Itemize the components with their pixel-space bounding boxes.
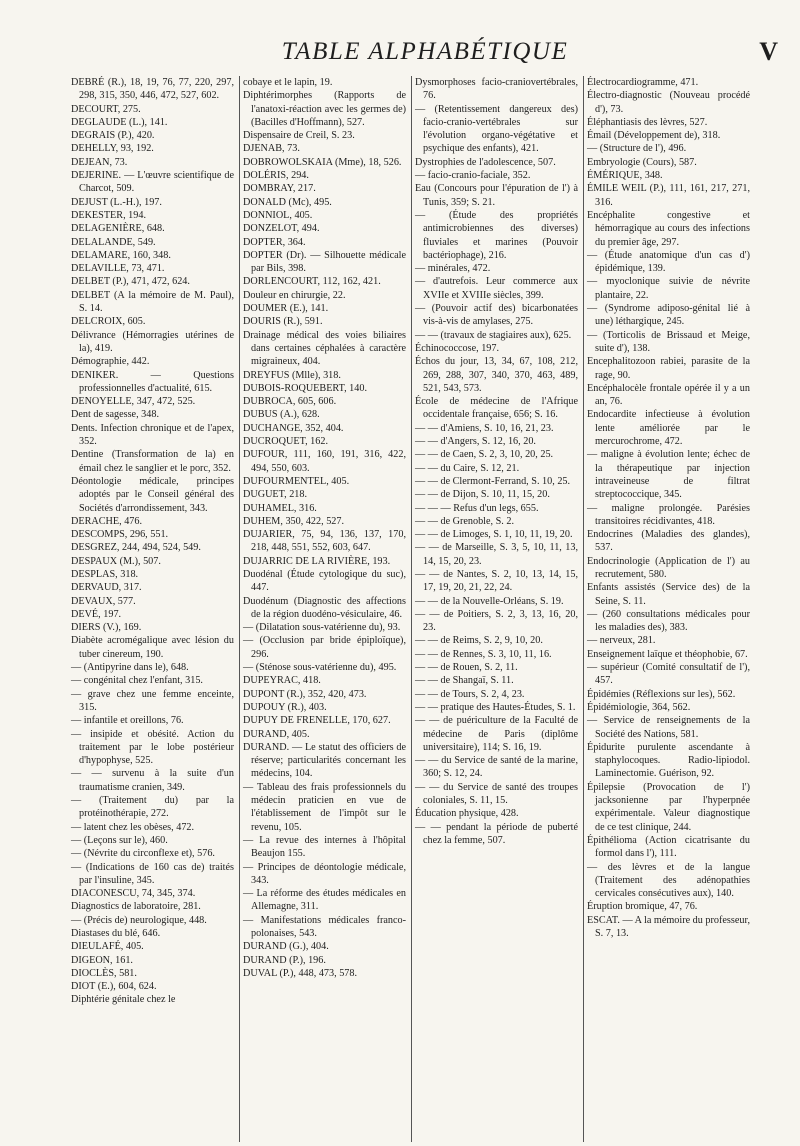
index-entry: Électro-diagnostic (Nouveau procédé d'), 73. [587,90,750,115]
index-entry: DUPONT (R.), 352, 420, 473. [243,688,367,700]
index-entry: ESCAT. — A la mémoire du professeur, S. 7, 13. [587,914,750,939]
index-entry: Échos du jour, 13, 34, 67, 108, 212, 269, 288, 307, 340, 370, 463, 489, 521, 543, 573. [415,356,578,394]
index-entry: Endocrinologie (Application de l') au recrutement, 580. [587,555,750,580]
page-number: V [759,37,778,66]
index-entry: DEBRÉ (R.), 18, 19, 76, 77, 220, 297, 298, 315, 350, 446, 472, 527, 602. [71,77,234,102]
index-entry: — — du Service de santé de la marine, 360; S. 12, 24. [415,755,578,780]
index-entry: Duodénum (Diagnostic des affections de la région duodéno-vésiculaire, 46. [243,595,406,620]
index-entry: DESGREZ, 244, 494, 524, 549. [71,542,201,554]
index-entry: — (Leçons sur le), 460. [71,834,168,846]
index-entry: Épilepsie (Provocation de l') jacksonienne par l'hyperpnée expérimentale. Valeur diagnostique de ce test clinique, 244. [587,781,750,833]
index-entry: — (Étude anatomique d'un cas d') épidémique, 139. [587,249,750,275]
index-entry: Électrocardiogramme, 471. [587,77,699,88]
index-entry: DERACHE, 476. [71,515,143,527]
index-entry: DREYFUS (Mlle), 318. [243,369,341,381]
index-entry: DUHEM, 350, 422, 527. [243,515,345,527]
index-entry: DONNIOL, 405. [243,209,313,221]
index-entry: — maligne prolongée. Parésies transitoires récidivantes, 418. [587,502,750,527]
index-entry: — — de Clermont-Ferrand, S. 10, 25. [415,475,571,487]
index-entry: DOBROWOLSKAIA (Mme), 18, 526. [243,156,402,168]
index-entry: DOPTER (Dr). — Silhouette médicale par Bils, 398. [243,249,406,275]
index-entry: DOPTER, 364. [243,236,306,248]
index-entry: — (Pouvoir actif des) bicarbonatées vis-à-vis de amylases, 275. [415,303,578,328]
index-entry: DENIKER. — Questions professionnelles d'actualité, 615. [71,369,234,394]
index-entry: DEJERINE. — L'œuvre scientifique de Charcot, 509. [71,170,234,195]
index-entry: Enfants assistés (Service des) de la Seine, S. 11. [587,582,750,607]
index-entry: — La réforme des études médicales en Allemagne, 311. [243,888,406,913]
index-entry: Douleur en chirurgie, 22. [243,289,346,301]
index-entry: — — (travaux de stagiaires aux), 625. [415,329,572,341]
index-entry: — — de Shangaï, S. 11. [415,675,514,687]
index-entry: Dystrophies de l'adolescence, 507. [415,156,556,168]
index-entry: — (260 consultations médicales pour les maladies des), 383. [587,608,750,634]
index-entry: DELBET (P.), 471, 472, 624. [71,276,190,288]
index-entry: DIERS (V.), 169. [71,622,142,634]
index-entry: DUHAMEL, 316. [243,502,317,514]
index-entry: — d'autrefois. Leur commerce aux XVIIe et XVIIIe siècles, 399. [415,276,578,301]
index-entry: DUCHANGE, 352, 404. [243,422,344,434]
index-entry: Endocardite infectieuse à évolution lente améliorée par le mercurochrome, 472. [587,409,750,448]
index-entry: DELAMARE, 160, 348. [71,249,171,261]
index-entry: — (Traitement du) par la protéinothérapie, 272. [71,795,234,820]
index-entry: — — de Reims, S. 2, 9, 10, 20. [415,635,543,647]
index-entry: Dents. Infection chronique et de l'apex, 352. [71,422,234,448]
index-entry: Encéphalite congestive et hémorragique au cours des infections du premier âge, 297. [587,209,750,248]
index-entry: DUGUET, 218. [243,489,308,501]
index-entry: — grave chez une femme enceinte, 315. [71,688,234,713]
index-entry: — — pratique des Hautes-Études, S. 1. [415,701,576,713]
index-columns [68,76,792,1142]
index-entry: — — de Grenoble, S. 2. [415,515,515,527]
index-entry: — (Torticolis de Brissaud et Meige, suite d'), 138. [587,329,750,354]
index-entry: — Service de renseignements de la Société des Nations, 581. [587,715,750,740]
index-entry: Épidémies (Réflexions sur les), 562. [587,688,736,700]
index-entry: Éléphantiasis des lèvres, 527. [587,116,708,128]
index-entry: — — du Service de santé des troupes coloniales, S. 11, 15. [415,781,578,807]
index-entry: — — pendant la période de puberté chez la femme, 507. [415,821,578,846]
index-entry: — — de puériculture de la Faculté de médecine de Paris (diplôme universitaire), 114; S. 16, 19. [415,715,578,753]
index-entry: — (Antipyrine dans le), 648. [71,662,189,674]
index-entry: DELALANDE, 549. [71,236,156,248]
index-entry: DUPEYRAC, 418. [243,675,321,687]
index-column-3 [411,76,583,1142]
index-entry: Endocrines (Maladies des glandes), 537. [587,529,750,554]
index-entry: DORLENCOURT, 112, 162, 421. [243,276,381,288]
index-entry: — — de Poitiers, S. 2, 3, 13, 16, 20, 23. [415,608,578,634]
index-entry: Diastases du blé, 646. [71,928,161,939]
index-entry: — (Étude des propriétés antimicrobiennes des diverses) fluviales et marines (Pouvoir bactériophage), 216. [415,209,578,261]
index-entry: DUJARRIC DE LA RIVIÈRE, 193. [243,555,391,567]
index-entry: — — de Rennes, S. 3, 10, 11, 16. [415,648,552,660]
index-entry: — Tableau des frais professionnels du médecin praticien en vue de l'établissement de l'impôt sur le revenu, 105. [243,781,406,833]
index-entry: — — de Limoges, S. 1, 10, 11, 19, 20. [415,529,573,541]
index-entry: Enseignement laïque et théophobie, 67. [587,648,748,660]
index-entry: — — de Rouen, S. 2, 11. [415,662,518,674]
index-entry: — (Structure de l'), 496. [587,143,687,155]
index-entry: DOLÉRIS, 294. [243,170,309,182]
index-entry: — des lèvres et de la langue (Traitement des adénopathies cervicales consécutives aux), 140. [587,861,750,900]
page-title: TABLE ALPHABÉTIQUE [281,38,569,65]
index-entry: DOUMER (E.), 141. [243,303,329,315]
index-entry: Émail (Développement de), 318. [587,130,721,142]
index-entry: — nerveux, 281. [587,635,656,647]
index-entry: Dysmorphoses facio-craniovertébrales, 76. [415,77,578,102]
index-entry: Drainage médical des voies biliaires dans certaines céphalées à caractère migraineux, 404. [243,329,406,368]
index-entry: — (Précis de) neurologique, 448. [71,914,207,926]
index-entry: DUCROQUET, 162. [243,436,328,448]
index-entry: Épidurite purulente ascendante à staphylocoques. Radio-lipiodol. Laminectomie. Guérison, 92. [587,741,750,780]
index-entry: — — de Tours, S. 2, 4, 23. [415,688,525,700]
index-entry: DURAND (P.), 196. [243,954,326,966]
index-entry: DEGRAIS (P.), 420. [71,130,155,142]
index-entry: cobaye et le lapin, 19. [243,77,333,88]
page-header [68,38,782,70]
index-entry: DURAND (G.), 404. [243,941,329,953]
index-entry: DIOCLÈS, 581. [71,967,137,979]
index-entry: École de médecine de l'Afrique occidentale française, 656; S. 16. [415,396,578,421]
index-entry: — La revue des internes à l'hôpital Beaujon 155. [243,834,406,860]
index-entry: Déontologie médicale, principes adoptés par le Conseil général des Sociétés d'arrondissement, 343. [71,475,234,514]
index-entry: DUBOIS-ROQUEBERT, 140. [243,382,367,394]
index-entry: — (Occlusion par bride épiploïque), 296. [243,635,406,660]
index-entry: DEHELLY, 93, 192. [71,143,154,155]
index-entry: DURAND, 405. [243,728,310,740]
index-entry: DURAND. — Le statut des officiers de réserve; particularités concernant les médecins, 104. [243,741,406,780]
index-entry: Éruption bromique, 47, 76. [587,901,698,913]
index-entry: — maligne à évolution lente; échec de la thérapeutique par injection intraveineuse de filtrat streptococcique, 345. [587,449,750,501]
index-entry: DONALD (Mc), 495. [243,196,332,208]
index-entry: Diabète acromégalique avec lésion du tuber cinereum, 190. [71,635,234,660]
index-entry: Encéphalocèle frontale opérée il y a un an, 76. [587,382,750,408]
index-entry: — — de Dijon, S. 10, 11, 15, 20. [415,489,550,501]
index-entry: DENOYELLE, 347, 472, 525. [71,396,196,408]
index-entry: DEJEAN, 73. [71,156,128,168]
index-entry: Échinococcose, 197. [415,342,500,354]
index-entry: Dent de sagesse, 348. [71,409,159,421]
index-entry: DONZELOT, 494. [243,223,320,235]
index-entry: Éducation physique, 428. [415,808,519,820]
index-entry: — latent chez les obèses, 472. [71,821,195,833]
index-entry: — (Indications de 160 cas de) traités par l'insuline, 345. [71,861,234,886]
index-entry: Diphtérimorphes (Rapports de l'anatoxi-réaction avec les germes de) (Bacilles d'Hoffmann), 527. [243,90,406,128]
index-entry: — — de Marseille, S. 3, 5, 10, 11, 13, 14, 15, 20, 23. [415,542,578,567]
index-entry: DIGEON, 161. [71,954,133,966]
index-entry: Démographie, 442. [71,356,150,368]
index-entry: — — d'Amiens, S. 10, 16, 21, 23. [415,422,554,434]
index-entry: DEVÉ, 197. [71,608,122,620]
index-entry: DESPLAS, 318. [71,568,139,580]
index-entry: Épidémiologie, 364, 562. [587,701,691,713]
index-column-4 [583,76,755,1142]
index-entry: DECOURT, 275. [71,103,141,115]
index-entry: DUPUY DE FRENELLE, 170, 627. [243,715,391,727]
index-entry: Délivrance (Hémorragies utérines de la), 419. [71,329,234,354]
index-entry: Diagnostics de laboratoire, 281. [71,901,201,913]
index-entry: DUFOUR, 111, 160, 191, 316, 422, 494, 550, 603. [243,449,406,474]
index-entry: DUVAL (P.), 448, 473, 578. [243,967,358,979]
index-entry: DESPAUX (M.), 507. [71,555,161,567]
index-entry: Dispensaire de Creil, S. 23. [243,130,355,142]
index-entry: DIEULAFÉ, 405. [71,941,144,953]
index-entry: — (Névrite du circonflexe et), 576. [71,848,215,860]
index-entry: Encephalitozoon rabiei, parasite de la rage, 90. [587,356,750,381]
index-entry: — infantile et oreillons, 76. [71,715,184,727]
index-entry: DUJARIER, 75, 94, 136, 137, 170, 218, 448, 551, 552, 603, 647. [243,529,406,554]
index-entry: DIACONESCU, 74, 345, 374. [71,888,196,900]
index-entry: — — du Caire, S. 12, 21. [415,462,520,474]
index-entry: — (Retentissement dangereux des) facio-cranio-vertébrales sur l'évolution organo-végétative et psychique des enfants), 421. [415,103,578,155]
index-entry: DJENAB, 73. [243,143,300,155]
index-entry: Épithélioma (Action cicatrisante du formol dans l'), 111. [587,834,750,860]
index-entry: DELCROIX, 605. [71,316,146,328]
index-entry: — — survenu à la suite d'un traumatisme cranien, 349. [71,768,234,793]
index-entry: DUBUS (A.), 628. [243,409,320,421]
index-entry: DOMBRAY, 217. [243,183,316,195]
index-entry: DEKESTER, 194. [71,209,146,221]
index-entry: DESCOMPS, 296, 551. [71,529,169,541]
index-entry: DELAGENIÈRE, 648. [71,223,165,235]
index-entry: DERVAUD, 317. [71,582,142,594]
index-entry: — facio-cranio-faciale, 352. [415,170,531,182]
index-entry: Diphtérie génitale chez le [71,994,176,1006]
index-entry: — myoclonique suivie de névrite plantaire, 22. [587,276,750,301]
index-column-2 [239,76,411,1142]
index-entry: — insipide et obésité. Action du traitement par le lobe postérieur d'hypophyse, 525. [71,728,234,767]
index-entry: — supérieur (Comité consultatif de l'), 457. [587,662,750,687]
index-entry: DEJUST (L.-H.), 197. [71,196,162,208]
index-entry: DEVAUX, 577. [71,595,136,607]
index-entry: — — de la Nouvelle-Orléans, S. 19. [415,595,564,607]
index-entry: DUPOUY (R.), 403. [243,701,327,713]
index-entry: DEGLAUDE (L.), 141. [71,116,168,128]
index-entry: DOURIS (R.), 591. [243,316,323,328]
index-entry: — (Dilatation sous-vatérienne du), 93. [243,622,401,634]
index-entry: — — de Caen, S. 2, 3, 10, 20, 25. [415,449,554,461]
index-entry: ÉMILE WEIL (P.), 111, 161, 217, 271, 316. [587,183,750,208]
index-entry: — — de Nantes, S. 2, 10, 13, 14, 15, 17, 19, 20, 21, 22, 24. [415,568,578,594]
index-entry: — — — Refus d'un legs, 655. [415,502,539,514]
index-entry: DELBET (A la mémoire de M. Paul), S. 14. [71,289,234,315]
index-entry: Embryologie (Cours), 587. [587,156,697,168]
index-entry: — (Syndrome adiposo-génital lié à une) léthargique, 245. [587,303,750,328]
index-entry: DUBROCA, 605, 606. [243,396,337,408]
index-entry: — Manifestations médicales franco-polonaises, 543. [243,914,406,939]
index-entry: — Principes de déontologie médicale, 343. [243,861,406,886]
index-entry: — congénital chez l'enfant, 315. [71,675,203,687]
index-entry: DIOT (E.), 604, 624. [71,981,157,993]
index-entry: Eau (Concours pour l'épuration de l') à Tunis, 359; S. 21. [415,183,578,208]
index-entry: Dentine (Transformation de la) en émail chez le sanglier et le porc, 352. [71,449,234,474]
index-entry: Duodénal (Étude cytologique du suc), 447. [243,568,406,594]
index-entry: DUFOURMENTEL, 405. [243,475,350,487]
index-entry: DELAVILLE, 73, 471. [71,263,165,275]
index-column-1 [68,76,239,1142]
index-entry: — (Sténose sous-vatérienne du), 495. [243,662,397,674]
index-entry: ÉMÉRIQUE, 348. [587,170,663,182]
index-entry: — — d'Angers, S. 12, 16, 20. [415,436,536,448]
index-entry: — minérales, 472. [415,263,491,275]
